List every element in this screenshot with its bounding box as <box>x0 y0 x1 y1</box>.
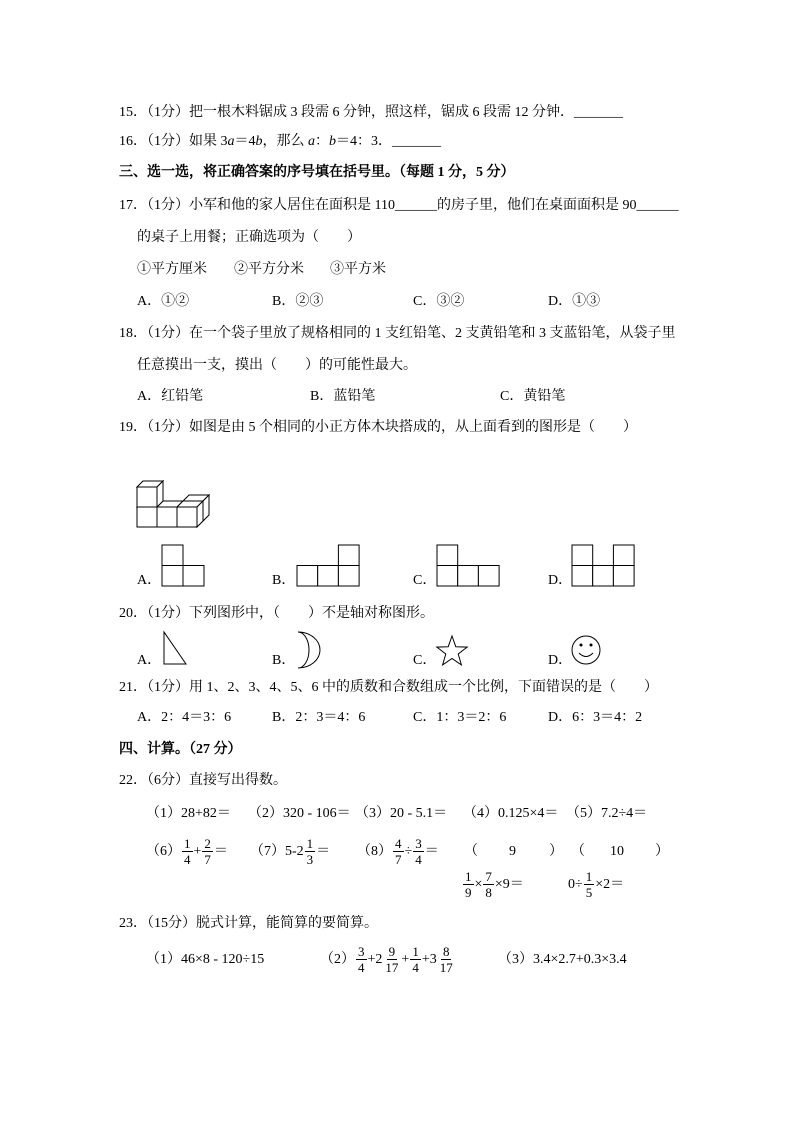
q18-option-a: A．红铅笔 <box>137 389 204 404</box>
equals-sign: ＝ <box>424 844 439 859</box>
q18-line-1: 18．（1分）在一个袋子里放了规格相同的 1 支红铅笔、2 支黄铅笔和 3 支蓝铅笔，从袋子里 <box>119 326 676 341</box>
q17-line-2: 的桌子上用餐；正确选项为（ ） <box>137 230 361 245</box>
q23-problem-2 <box>320 943 456 977</box>
numerator: 4 <box>395 836 402 852</box>
problem-label: （6） <box>146 844 181 859</box>
q22-problem-9-expression <box>462 868 524 902</box>
section-3-heading: 三、选一选，将正确答案的序号填在括号里。（每题 1 分，5 分） <box>119 165 515 180</box>
fraction <box>383 944 400 975</box>
q23-line: 23．（15分）脱式计算，能简算的要简算。 <box>119 916 378 931</box>
equals-sign: ＝ <box>213 844 228 859</box>
fraction <box>356 944 367 975</box>
q16-text-part: ： <box>315 134 329 149</box>
q19-option-c-label: C． <box>413 573 437 588</box>
operator: ÷ <box>404 844 413 859</box>
q20-line: 20．（1分）下列图形中，（ ）不是轴对称图形。 <box>119 606 434 621</box>
q20-smiley-face-figure <box>572 636 600 664</box>
q20-star-figure <box>437 636 467 665</box>
q16-variable-a: a <box>227 134 235 149</box>
numerator: 9 <box>388 944 396 960</box>
q19-option-a-label: A． <box>137 573 162 588</box>
expression-tail: ×2＝ <box>595 877 625 892</box>
fraction <box>463 869 474 900</box>
q22-problem-10-open-paren: （ <box>571 844 585 859</box>
q17-unit-1: ①平方厘米 <box>137 262 207 277</box>
numerator: 1 <box>306 836 314 852</box>
denominator: 4 <box>358 960 365 976</box>
q22-problem-1: （1）28+82＝ <box>146 806 231 821</box>
q22-problem-2: （2）320 - 106＝ <box>248 806 351 821</box>
numerator: 1 <box>184 836 191 852</box>
denominator: 5 <box>585 885 593 901</box>
q15-line <box>119 104 623 122</box>
q16-variable-a: a <box>308 134 315 149</box>
q22-problem-10-label: 10 <box>610 844 624 859</box>
expression-lead: 0÷ <box>568 877 583 892</box>
fraction <box>413 836 424 867</box>
q16-text-part: ＝4：3． <box>336 134 392 149</box>
q21-option-d: D．6：3＝4：2 <box>548 710 643 725</box>
q22-problem-9-label: 9 <box>509 844 516 859</box>
q22-problem-10-expression <box>568 868 624 902</box>
denominator: 4 <box>184 852 191 868</box>
q21-option-a: A．2：4＝3：6 <box>137 710 232 725</box>
q17-option-c: C．③② <box>413 294 465 309</box>
section-4-heading: 四、计算。（27 分） <box>119 742 242 757</box>
q19-option-d-grid <box>572 545 634 586</box>
numerator: 7 <box>485 869 492 885</box>
q16-text-part: ＝4 <box>234 134 256 149</box>
q20-option-c-label: C． <box>413 653 437 668</box>
q19-option-b-label: B． <box>272 573 296 588</box>
q22-problem-7 <box>250 835 330 869</box>
q19-line: 19．（1分）如图是由 5 个相同的小正方体木块搭成的，从上面看到的图形是（ ） <box>119 420 637 435</box>
fraction <box>202 836 213 867</box>
q17-unit-2: ②平方分米 <box>234 262 304 277</box>
q19-option-b-grid <box>297 545 359 586</box>
numerator: 2 <box>204 836 211 852</box>
fraction <box>410 944 421 975</box>
q16-text-part: ，那么 <box>262 134 308 149</box>
q20-option-a-label: A． <box>137 653 162 668</box>
q22-line: 22．（6分）直接写出得数。 <box>119 773 287 788</box>
numerator: 1 <box>465 869 472 885</box>
expression-tail: ×9＝ <box>494 877 524 892</box>
fraction <box>305 836 316 867</box>
q20-option-d-label: D． <box>548 653 573 668</box>
fraction <box>182 836 193 867</box>
q22-problem-10-close-paren: ） <box>655 844 669 859</box>
denominator: 17 <box>439 960 453 976</box>
fraction <box>483 869 494 900</box>
denominator: 3 <box>306 852 314 868</box>
q22-problem-9-open-paren: （ <box>464 844 478 859</box>
q22-problem-6 <box>146 835 228 869</box>
problem-label: （7）5-2 <box>250 844 304 859</box>
q17-unit-3: ③平方米 <box>330 262 386 277</box>
operator: +2 <box>367 952 383 967</box>
denominator: 4 <box>412 960 419 976</box>
denominator: 7 <box>204 852 211 868</box>
q22-problem-4: （4）0.125×4＝ <box>463 806 559 821</box>
problem-label: （8） <box>357 844 392 859</box>
operator: + <box>401 952 410 967</box>
q21-option-c: C．1：3＝2：6 <box>413 710 507 725</box>
denominator: 7 <box>395 852 402 868</box>
q18-option-b: B．蓝铅笔 <box>310 389 376 404</box>
denominator: 17 <box>385 960 399 976</box>
q17-line-1: 17．（1分）小军和他的家人居住在面积是 110______的房子里，他们在桌面面积是 90______ <box>119 198 679 213</box>
q22-problem-5: （5）7.2÷4＝ <box>566 806 648 821</box>
q20-option-b-label: B． <box>272 653 296 668</box>
numerator: 3 <box>358 944 365 960</box>
equals-sign: ＝ <box>316 844 331 859</box>
q23-problem-1: （1）46×8 - 120÷15 <box>146 952 265 967</box>
operator: + <box>193 844 202 859</box>
q22-problem-3: （3）20 - 5.1＝ <box>355 806 448 821</box>
q21-option-b: B．2：3＝4：6 <box>272 710 366 725</box>
fraction <box>438 944 455 975</box>
q16-line <box>119 133 441 151</box>
q16-variable-b: b <box>329 134 336 149</box>
q15-text: 15．（1分）把一根木料锯成 3 段需 6 分钟，照这样，锯成 6 段需 12 分钟． <box>119 105 574 120</box>
q19-option-d-label: D． <box>548 573 573 588</box>
q20-crescent-figure <box>298 632 320 668</box>
numerator: 1 <box>412 944 419 960</box>
operator: +3 <box>421 952 437 967</box>
denominator: 8 <box>485 885 492 901</box>
q18-line-2: 任意摸出一支，摸出（ ）的可能性最大。 <box>137 358 417 373</box>
denominator: 4 <box>415 852 422 868</box>
q16-answer-blank: _______ <box>392 134 441 149</box>
q15-answer-blank: _______ <box>574 105 623 120</box>
q20-right-triangle-figure <box>164 632 186 664</box>
denominator: 9 <box>465 885 472 901</box>
problem-label: （2） <box>320 952 355 967</box>
q19-option-a-grid <box>162 545 204 586</box>
fraction <box>393 836 404 867</box>
q17-option-b: B．②③ <box>272 294 324 309</box>
q23-problem-3: （3）3.4×2.7+0.3×3.4 <box>498 952 627 967</box>
q22-problem-9-close-paren: ） <box>549 844 563 859</box>
numerator: 1 <box>585 869 593 885</box>
q17-option-a: A．①② <box>137 294 190 309</box>
q19-option-c-grid <box>437 545 499 586</box>
q17-option-d: D．①③ <box>548 294 601 309</box>
q16-text-part: 16．（1分）如果 3 <box>119 134 228 149</box>
operator: × <box>474 877 483 892</box>
q21-line: 21．（1分）用 1、2、3、4、5、6 中的质数和合数组成一个比例，下面错误的是（ ） <box>119 680 658 695</box>
numerator: 8 <box>442 944 450 960</box>
fraction <box>584 869 595 900</box>
numerator: 3 <box>415 836 422 852</box>
q18-option-c: C．黄铅笔 <box>500 389 566 404</box>
q16-variable-b: b <box>255 134 263 149</box>
q19-cube-stack-figure <box>137 481 209 527</box>
q22-problem-8 <box>357 835 439 869</box>
